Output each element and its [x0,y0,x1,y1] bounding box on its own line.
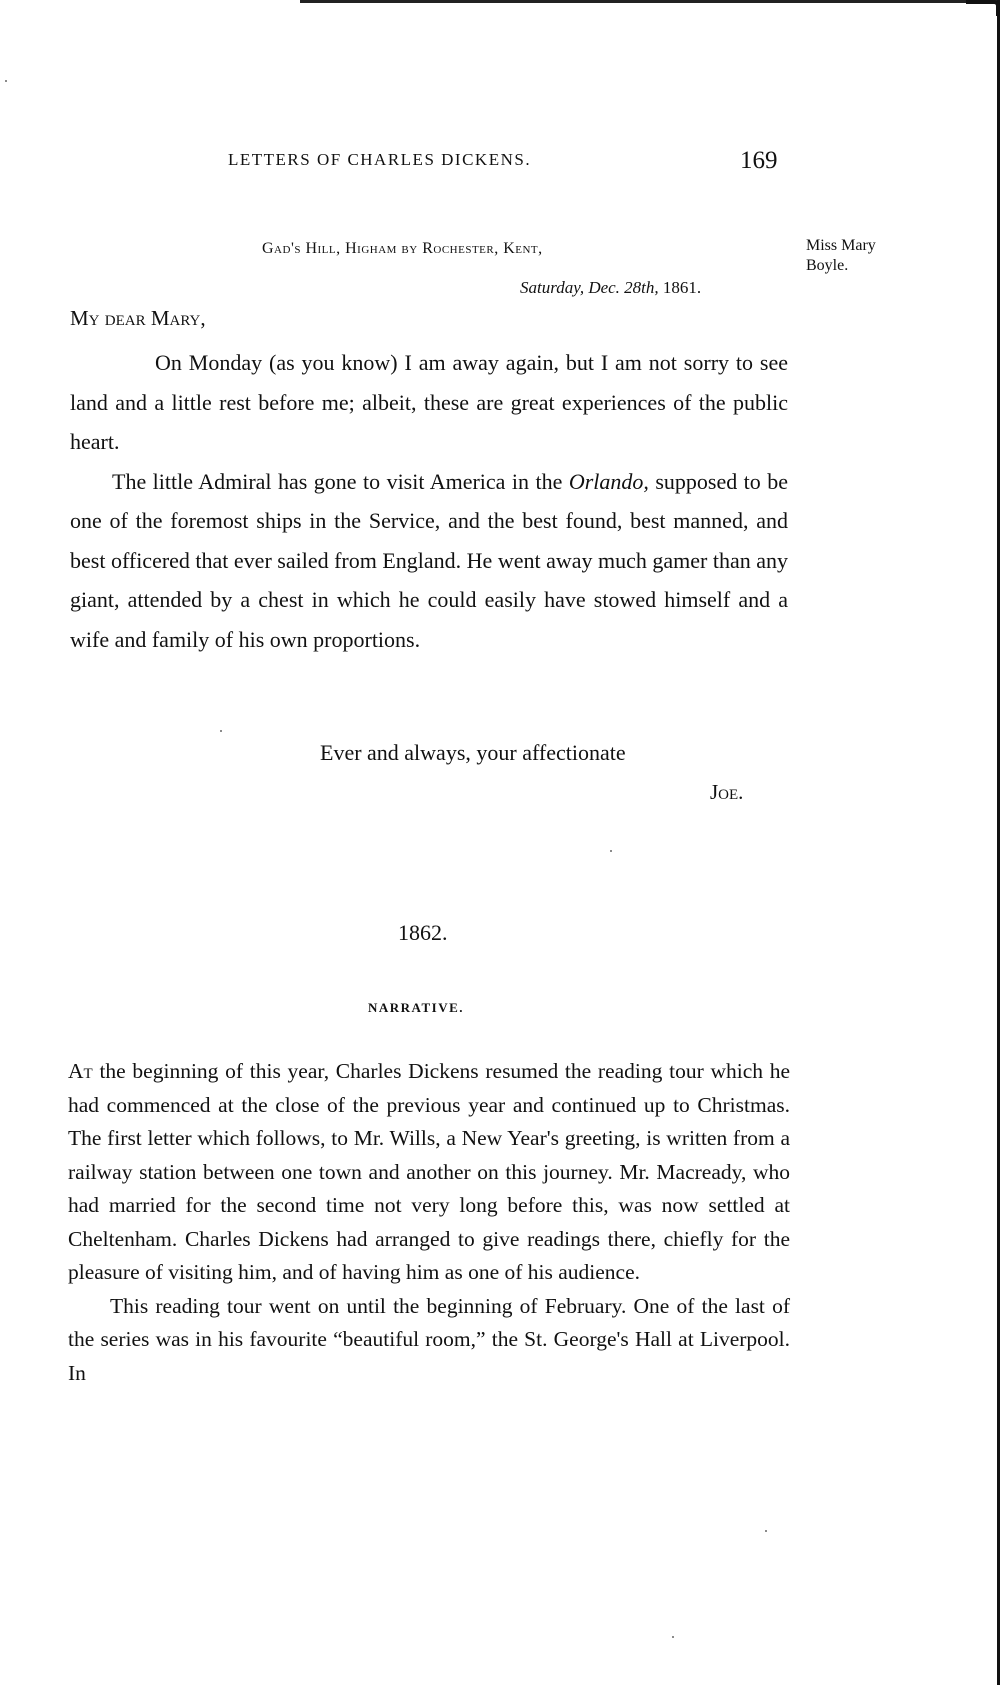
letter-paragraph-2-rest: supposed to be one of the foremost ships in the Service, and the best found, best manned, and best officered that ever sailed from England. He went away much gamer than any giant, attended by a chest in which he could easily have stowed himself and a wife and family of his own proportions. [70,468,789,652]
letter-dateline [520,278,701,298]
letter-date-weekday: Saturday, Dec. 28th, [520,278,659,297]
letter-date-year: 1861. [662,278,702,297]
letter-signature: Joe. [710,780,744,804]
running-head-title: LETTERS OF CHARLES DICKENS. [228,150,532,169]
section-label: NARRATIVE. [368,1000,465,1015]
page-number: 169 [740,147,778,174]
scan-speck [610,850,612,852]
scan-speck [672,1636,674,1638]
year-heading: 1862. [398,920,448,945]
narrative-body [68,1055,790,1390]
scan-edge-corner [966,0,1000,16]
ship-name: Orlando, [568,468,649,494]
letter-paragraph-2 [70,462,788,660]
scan-speck [765,1530,767,1532]
letter-closing: Ever and always, your affectionate [320,740,626,765]
letter-body [70,343,788,659]
narrative-paragraph-1 [68,1055,790,1290]
narrative-lead-word: At [68,1059,93,1083]
letter-salutation: My dear Mary, [70,306,206,330]
narrative-paragraph-2: This reading tour went on until the beginning of February. One of the last of the series was in his favourite “beautiful room,” the St. George's Hall at Liverpool. In [68,1293,790,1385]
narrative-paragraph-1-text: the beginning of this year, Charles Dickens resumed the reading tour which he had commenced at the close of the previous year and continued up to Christmas. The first letter which follows, to Mr. Wills, a New Year's greeting, is written from a railway station between one town and another on this journey. Mr. Macready, who had married for the second time not very long before this, was now settled at Cheltenham. Charles Dickens had arranged to give readings there, chiefly for the pleasure of visiting him, and of having him as one of his audience. [68,1059,791,1284]
letter-address: Gad's Hill, Higham by Rochester, Kent, [262,240,543,257]
scan-speck [220,730,222,732]
letter-paragraph-1: On Monday (as you know) I am away again, but I am not sorry to see land and a little rest before me; albeit, these are great experiences of the public heart. [70,350,788,454]
recipient-margin-note: Miss Mary Boyle. [806,237,876,274]
scan-speck [5,80,7,82]
scan-edge-top [300,0,1000,3]
letter-paragraph-2-lead: The little Admiral has gone to visit America in the [112,468,563,494]
